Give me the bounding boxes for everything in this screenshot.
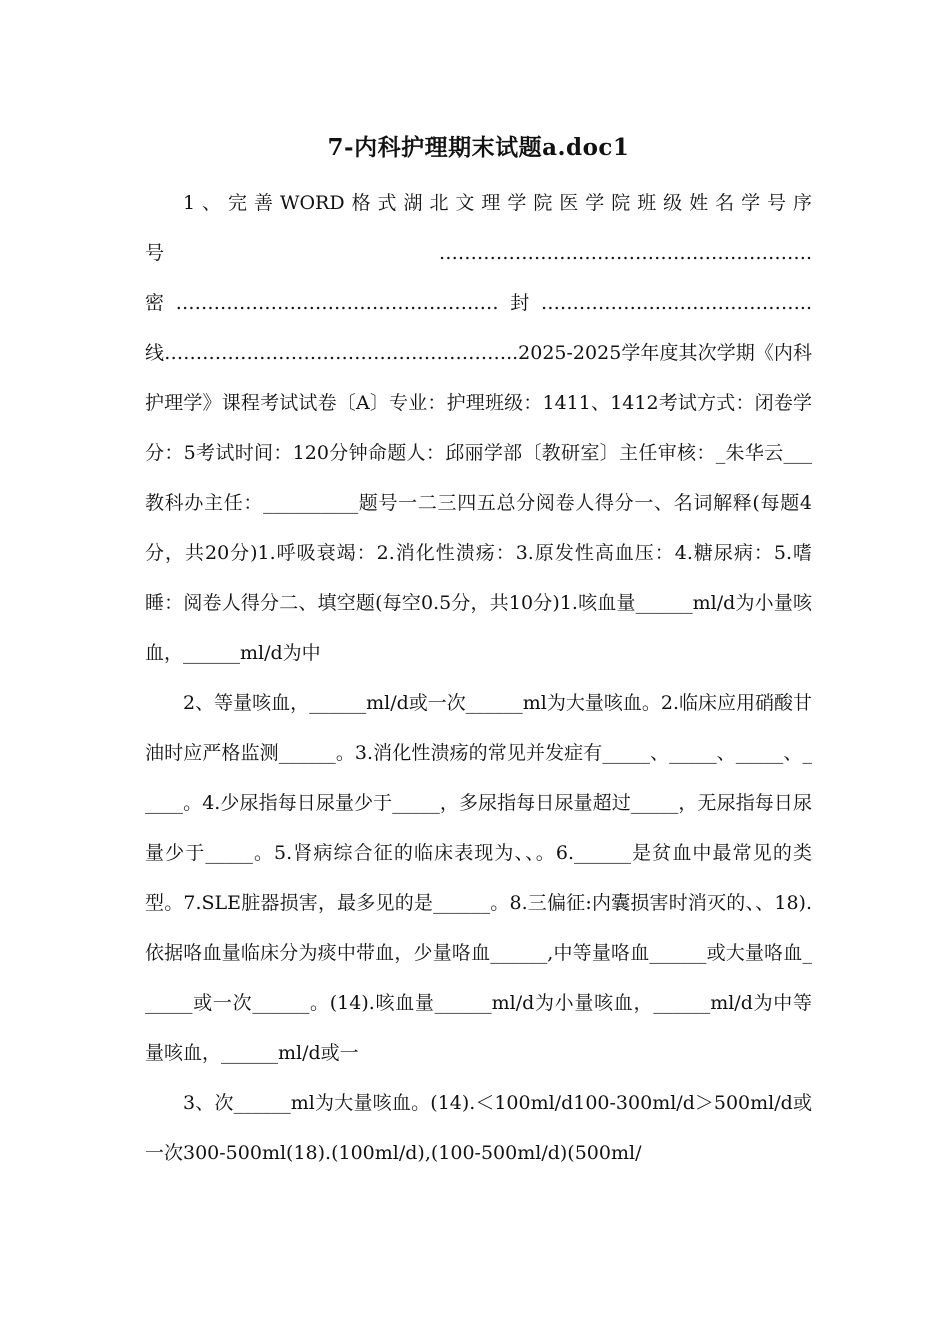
- document-title: 7-内科护理期末试题a.doc1: [327, 134, 630, 161]
- paragraph-1: 1、完善WORD格式湖北文理学院医学院班级姓名学号序号………………….……………………………….密……………………………………………封………………..…………………..线………………………………………………..2025-2025学年度其次学期《内科护理学》课程考试试卷〔A〕专业：护理班级：1411、1412考试方式：闭卷学分：5考试时间：120分钟命题人：邱丽学部〔教研室〕主任审核：_朱华云___教科办主任：__________题号一二三四五总分阅卷人得分一、名词解释(每题4分，共20分)1.呼吸衰竭：2.消化性溃疡：3.原发性高血压：4.糖尿病：5.嗜睡：阅卷人得分二、填空题(每空0.5分，共10分)1.咳血量______ml/d为小量咳血，______ml/d为中: [145, 192, 812, 664]
- paragraph-3: 3、次______ml为大量咳血。(14).＜100ml/d100-300ml/d＞500ml/d或一次300-500ml(18).(100ml/d),(100-500ml/d)(500ml/: [145, 1092, 812, 1164]
- paragraph-2: 2、等量咳血，______ml/d或一次______ml为大量咳血。2.临床应用硝酸甘油时应严格监测______。3.消化性溃疡的常见并发症有_____、_____、_____、_____。4.少尿指每日尿量少于_____，多尿指每日尿量超过_____，无尿指每日尿量少于_____。5.肾病综合征的临床表现为、、。6.______是贫血中最常见的类型。7.SLE脏器损害，最多见的是______。8.三偏征:内囊损害时消灭的、、18).依据咯血量临床分为痰中带血，少量咯血______,中等量咯血______或大量咯血______或一次______。(14).咳血量______ml/d为小量咳血，______ml/d为中等量咳血，______ml/d或一: [145, 692, 812, 1064]
